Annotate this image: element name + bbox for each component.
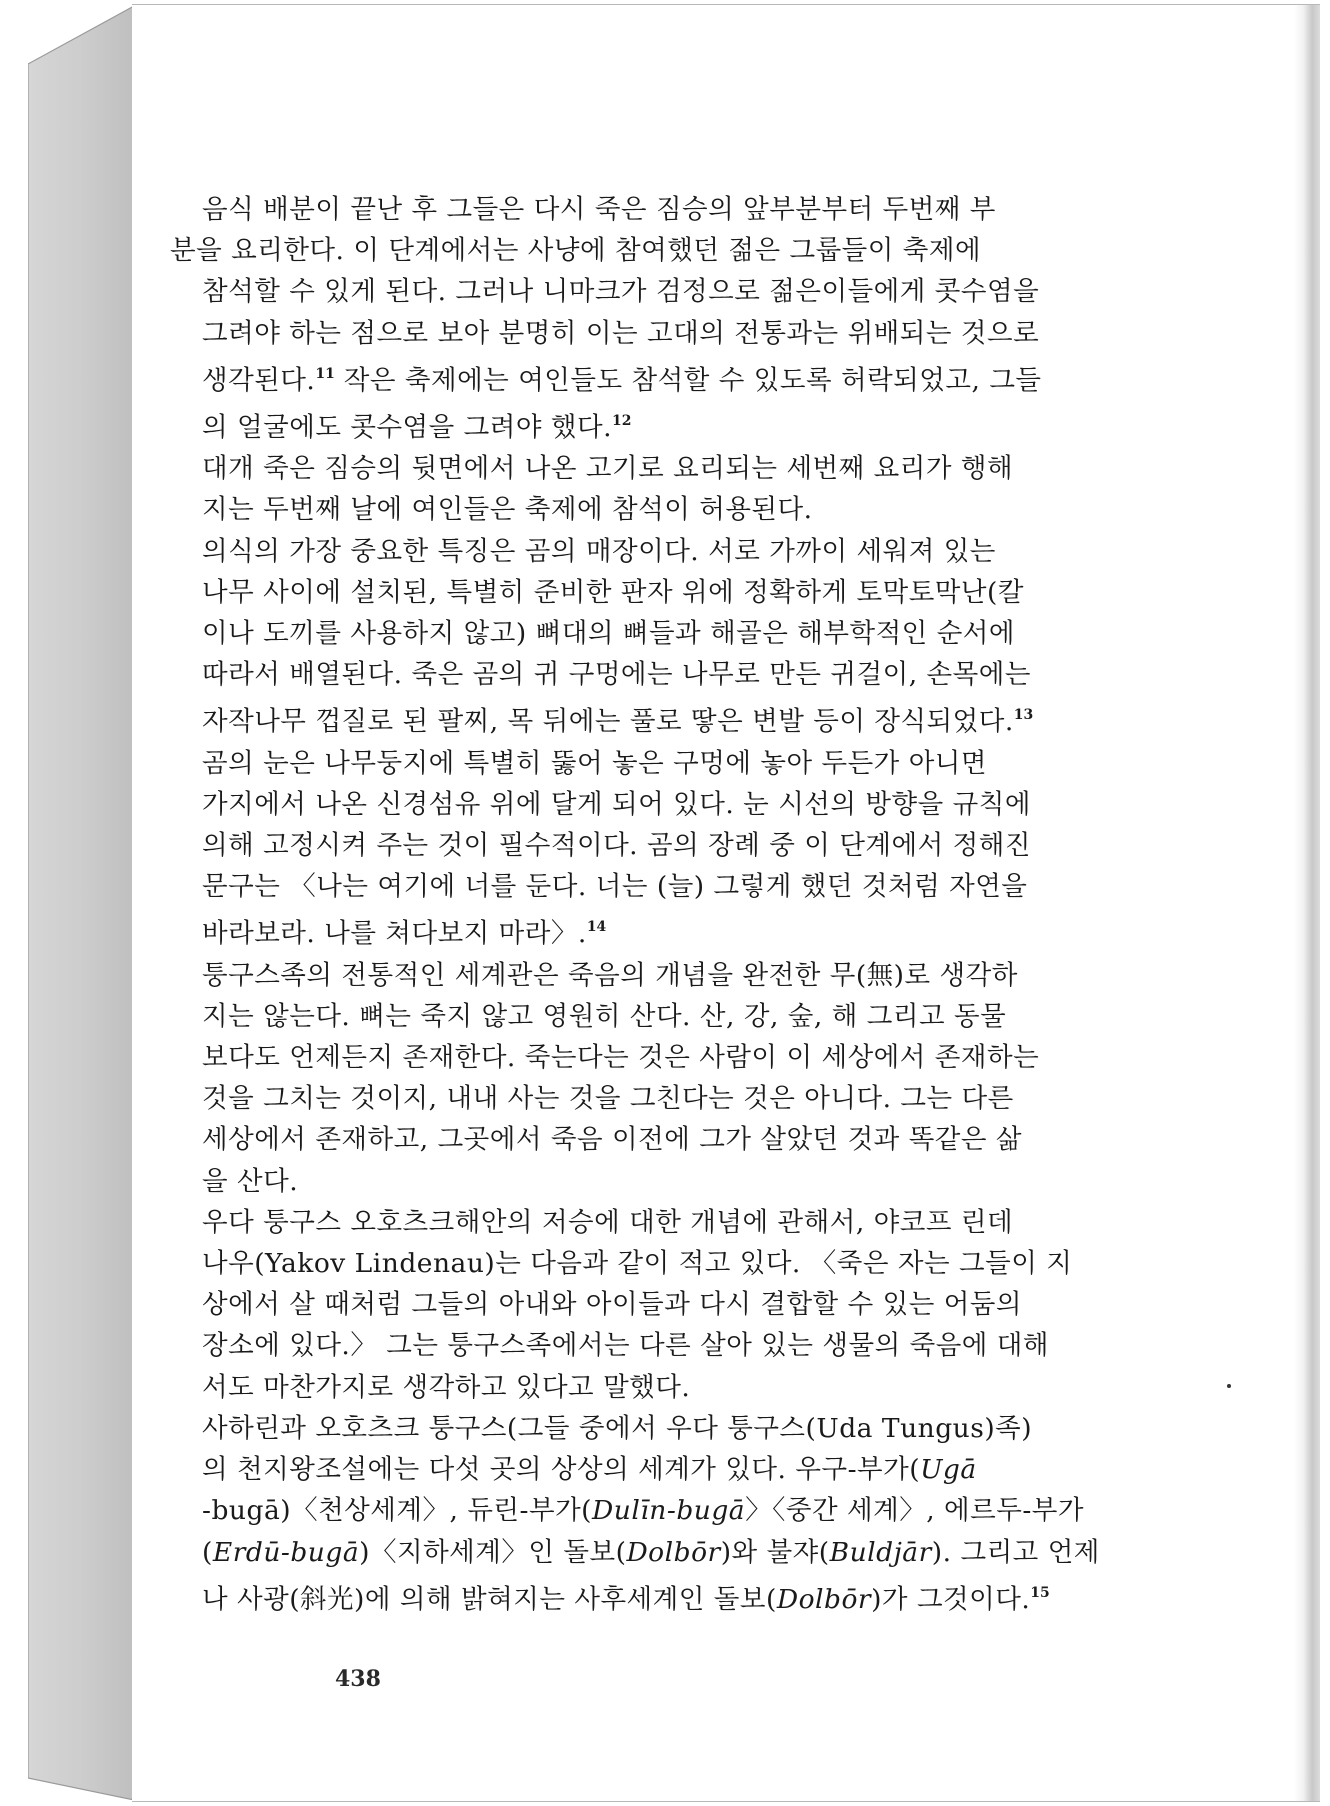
- text-line: 의해 고정시켜 주는 것이 필수적이다. 곰의 장례 중 이 단계에서 정해진: [202, 830, 1031, 862]
- text-line: 을 산다.: [202, 1165, 299, 1197]
- text-line: 그려야 하는 점으로 보아 분명히 이는 고대의 전통과는 위배되는 것으로: [202, 317, 1040, 349]
- text-line: 장소에 있다.〉 그는 퉁구스족에서는 다른 살아 있는 생물의 죽음에 대해: [202, 1330, 1050, 1362]
- stray-dot: [1227, 1384, 1231, 1388]
- italic-term: Dolbōr: [626, 1536, 721, 1568]
- text-segment: 의 천지왕조설에는 다섯 곳의 상상의 세계가 있다. 우구-부가(: [202, 1454, 921, 1486]
- text-line: [170, 354, 1238, 401]
- paragraph: [170, 743, 1238, 955]
- italic-term: Ugā: [920, 1454, 977, 1486]
- text-line: [170, 695, 1238, 742]
- book-spine: [28, 6, 148, 1800]
- text-segment: 〉〈중간 세계〉, 에르두-부가: [745, 1495, 1084, 1527]
- text-line: 서도 마찬가지로 생각하고 있다고 말했다.: [202, 1371, 691, 1403]
- text-line: 나우(Yakov Lindenau)는 다음과 같이 적고 있다. 〈죽은 자는 그들이 지: [202, 1248, 1073, 1280]
- footnote-marker: 13: [1013, 707, 1034, 724]
- text-line: 따라서 배열된다. 죽은 곰의 귀 구멍에는 나무로 만든 귀걸이, 손목에는: [202, 659, 1031, 691]
- text-line: [170, 1573, 1238, 1620]
- italic-term: Buldjār: [829, 1536, 932, 1568]
- text-segment: -bugā)〈천상세계〉, 듀린-부가(: [202, 1495, 593, 1527]
- text-segment: )〈지하세계〉인 돌보(: [359, 1536, 627, 1568]
- text-line: 분을 요리한다. 이 단계에서는 사냥에 참여했던 젊은 그룹들이 축제에: [170, 235, 982, 267]
- text-line: 참석할 수 있게 된다. 그러나 니마크가 검정으로 젊은이들에게 콧수염을: [202, 276, 1040, 308]
- text-line: [170, 907, 1238, 954]
- text-segment: 작은 축제에는 여인들도 참석할 수 있도록 허락되었고, 그들: [343, 364, 1042, 396]
- footnote-marker: 12: [612, 413, 632, 430]
- text-line: 가지에서 나온 신경섬유 위에 달게 되어 있다. 눈 시선의 방향을 규칙에: [202, 788, 1031, 820]
- body-text: [170, 189, 1238, 1620]
- paragraph: [170, 1202, 1238, 1408]
- italic-term: Erdū-bugā: [212, 1536, 360, 1568]
- text-line: 의식의 가장 중요한 특징은 곰의 매장이다. 서로 가까이 세워져 있는: [202, 535, 996, 567]
- text-segment: 의 얼굴에도 콧수염을 그려야 했다.: [202, 412, 613, 444]
- text-line: 나무 사이에 설치된, 특별히 준비한 판자 위에 정확하게 토막토막난(칼: [202, 576, 1024, 608]
- text-segment: (: [202, 1536, 213, 1568]
- text-line: 우다 퉁구스 오호츠크해안의 저승에 대한 개념에 관해서, 야코프 린데: [202, 1206, 1014, 1238]
- text-segment: 바라보라. 나를 쳐다보지 마라〉.: [202, 918, 587, 950]
- text-line: [170, 1532, 1238, 1573]
- italic-term: Dulīn-bugā: [592, 1495, 746, 1527]
- text-line: 퉁구스족의 전통적인 세계관은 죽음의 개념을 완전한 무(無)로 생각하: [202, 959, 1018, 991]
- text-line: 보다도 언제든지 존재한다. 죽는다는 것은 사람이 이 세상에서 존재하는: [202, 1042, 1040, 1074]
- text-line: 사하린과 오호츠크 퉁구스(그들 중에서 우다 퉁구스(Uda Tungus)족): [202, 1412, 1033, 1444]
- text-line: 문구는 〈나는 여기에 너를 둔다. 너는 (늘) 그렇게 했던 것처럼 자연을: [202, 871, 1028, 903]
- text-line: 지는 두번째 날에 여인들은 축제에 참석이 허용된다.: [202, 494, 813, 526]
- footnote-marker: 11: [315, 365, 335, 382]
- text-segment: ). 그리고 언제: [931, 1536, 1100, 1568]
- page-edge-shadow: [1294, 5, 1320, 1801]
- text-line: 곰의 눈은 나무둥지에 특별히 뚫어 놓은 구멍에 놓아 두든가 아니면: [202, 747, 987, 779]
- italic-term: Dolbōr: [776, 1583, 872, 1615]
- text-line: 세상에서 존재하고, 그곳에서 죽음 이전에 그가 살았던 것과 똑같은 삶: [202, 1124, 1023, 1156]
- text-line: [170, 1490, 1238, 1531]
- text-segment: 생각된다.: [202, 364, 316, 396]
- footnote-marker: 15: [1030, 1584, 1050, 1601]
- text-line: [170, 1449, 1238, 1490]
- text-line: 것을 그치는 것이지, 내내 사는 것을 그친다는 것은 아니다. 그는 다른: [202, 1083, 1014, 1115]
- text-segment: )와 불쟈(: [720, 1536, 830, 1568]
- text-line: [170, 401, 1238, 448]
- text-line: 지는 않는다. 뼈는 죽지 않고 영원히 산다. 산, 강, 숲, 해 그리고 동물: [202, 1000, 1007, 1032]
- text-line: 대개 죽은 짐승의 뒷면에서 나온 고기로 요리되는 세번째 요리가 행해: [202, 453, 1014, 485]
- text-line: 상에서 살 때처럼 그들의 아내와 아이들과 다시 결합할 수 있는 어둠의: [202, 1289, 1023, 1321]
- paragraph: [170, 955, 1238, 1202]
- text-segment: )가 그것이다.: [871, 1583, 1031, 1615]
- paragraph: [170, 448, 1238, 530]
- paragraph: [170, 189, 1238, 448]
- text-segment: 나 사광(斜光)에 의해 밝혀지는 사후세계인 돌보(: [202, 1583, 777, 1615]
- text-line: 음식 배분이 끝난 후 그들은 다시 죽은 짐승의 앞부분부터 두번째 부: [202, 194, 996, 225]
- paragraph: [170, 531, 1238, 743]
- page-number: 438: [335, 1666, 381, 1692]
- text-line: 이나 도끼를 사용하지 않고) 뼈대의 뼈들과 해골은 해부학적인 순서에: [202, 618, 1015, 650]
- paragraph: [170, 1408, 1238, 1620]
- footnote-marker: 14: [586, 919, 607, 936]
- text-segment: 자작나무 껍질로 된 팔찌, 목 뒤에는 풀로 땋은 변발 등이 장식되었다.: [202, 706, 1014, 738]
